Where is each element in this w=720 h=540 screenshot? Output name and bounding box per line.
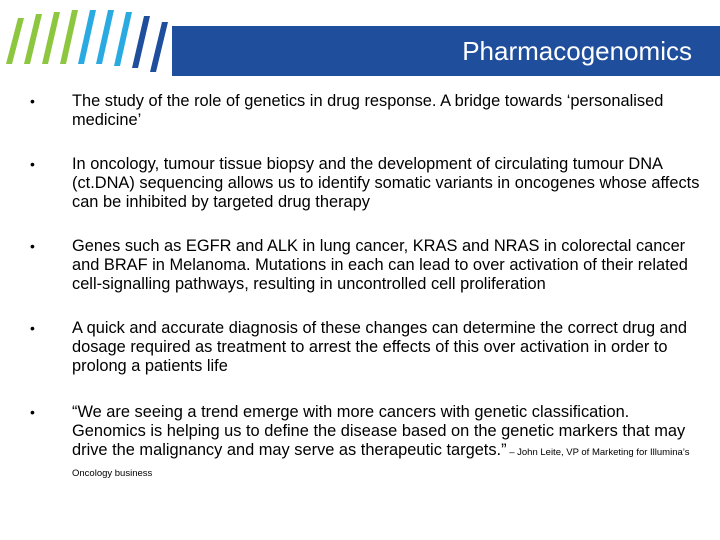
bullet-item — [30, 237, 700, 294]
bullet-text: In oncology, tumour tissue biopsy and the development of circulating tumour DNA (ct.DNA) sequencing allows us to identify somatic variants in oncogenes whose affects can be inhibited by targeted drug therapy — [72, 155, 700, 211]
bullet-item — [30, 319, 700, 376]
stripe-7 — [114, 12, 132, 66]
stripe-3 — [42, 12, 60, 64]
header-stripes-logo — [0, 0, 180, 78]
stripe-5 — [78, 10, 96, 64]
bullet-list — [30, 92, 700, 483]
bullet-dot: • — [30, 404, 35, 420]
bullet-dot: • — [30, 93, 35, 109]
bullet-text: A quick and accurate diagnosis of these changes can determine the correct drug and dosage required as treatment to arrest the effects of this over activation in order to prolong a patients life — [72, 319, 688, 375]
stripe-6 — [96, 10, 114, 64]
bullet-item — [30, 403, 700, 483]
bullet-item — [30, 155, 700, 212]
bullet-text: The study of the role of genetics in drug response. A bridge towards ‘personalised medicine’ — [72, 92, 664, 129]
slide-title: Pharmacogenomics — [462, 36, 692, 66]
bullet-item — [30, 92, 700, 130]
stripe-2 — [24, 14, 42, 64]
quote-text: “We are seeing a trend emerge with more cancers with genetic classification. Genomics is helping us to define the disease based on the genetic markers that may drive the malignancy and may serve as therapeutic targets.” — [72, 403, 686, 459]
stripe-1 — [6, 18, 24, 64]
bullet-dot: • — [30, 320, 35, 336]
bullet-dot: • — [30, 156, 35, 172]
quote-attribution: – John Leite, VP of Marketing for Illumina’s Oncology business — [72, 447, 690, 479]
stripe-9 — [150, 22, 168, 72]
bullet-text: Genes such as EGFR and ALK in lung cancer, KRAS and NRAS in colorectal cancer and BRAF in Melanoma. Mutations in each can lead to over activation of their related cell-signalling pathways, resulting in uncontrolled cell proliferation — [72, 237, 688, 293]
stripe-8 — [132, 16, 150, 68]
stripe-4 — [60, 10, 78, 64]
bullet-dot: • — [30, 238, 35, 254]
title-bar — [172, 26, 720, 76]
